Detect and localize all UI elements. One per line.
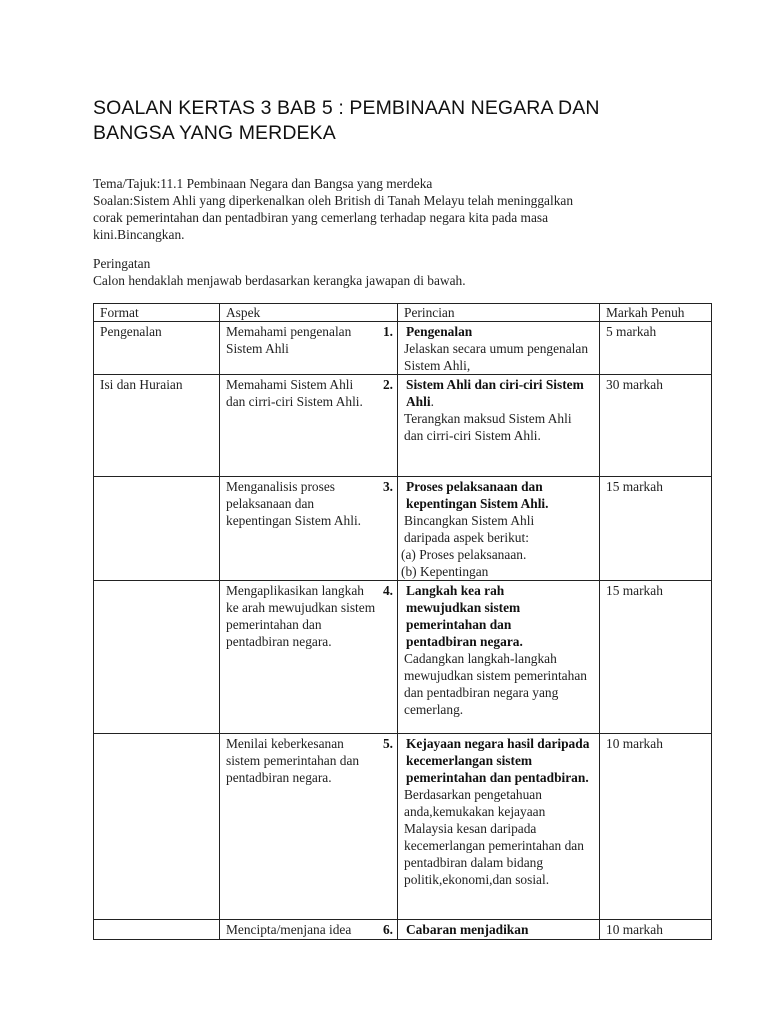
format-cell [94, 734, 220, 920]
detail-heading: Kejayaan negara hasil daripada kecemerlangan sistem pemerintahan dan pentadbiran. [406, 736, 590, 785]
header-aspek: Aspek [220, 304, 398, 322]
perincian-cell [398, 734, 600, 920]
document-title [93, 96, 673, 146]
question-line: Soalan:Sistem Ahli yang diperkenalkan oleh British di Tanah Melayu telah meninggalkan [93, 193, 574, 208]
warning-block [93, 255, 673, 289]
aspek-cell [220, 375, 398, 477]
detail-heading: Sistem Ahli dan ciri-ciri Sistem Ahli [406, 377, 584, 409]
markah-cell: 30 markah [600, 375, 712, 477]
table-row [94, 477, 712, 581]
format-cell: Isi dan Huraian [94, 375, 220, 477]
item-number: 4. [382, 583, 393, 598]
question-intro [93, 175, 673, 243]
format-cell [94, 920, 220, 940]
aspek-text: Menilai keberkesanan sistem pemerintahan dan pentadbiran negara. [226, 736, 360, 785]
detail-heading: Pengenalan [406, 324, 473, 339]
title-line: BANGSA YANG MERDEKA [93, 122, 336, 144]
item-number: 5. [382, 736, 393, 751]
aspek-text: Menganalisis proses pelaksanaan dan kepentingan Sistem Ahli. [226, 479, 362, 528]
theme-line: Tema/Tajuk:11.1 Pembinaan Negara dan Bangsa yang merdeka [93, 176, 433, 191]
detail-text: Berdasarkan pengetahuan anda,kemukakan kejayaan Malaysia kesan daripada kecemerlangan pemerintahan dan pentadbiran dalam bidang politik,ekonomi,dan sosial. [404, 787, 584, 887]
aspek-cell [220, 581, 398, 734]
format-cell [94, 581, 220, 734]
aspek-cell [220, 477, 398, 581]
table-row [94, 322, 712, 375]
warning-text: Calon hendaklah menjawab berdasarkan kerangka jawapan di bawah. [93, 273, 466, 288]
format-cell [94, 477, 220, 581]
detail-text: Cadangkan langkah-langkah mewujudkan sistem pemerintahan dan pentadbiran negara yang cemerlang. [404, 651, 587, 717]
aspek-cell [220, 322, 398, 375]
markah-cell: 5 markah [600, 322, 712, 375]
header-markah: Markah Penuh [600, 304, 712, 322]
aspek-cell [220, 920, 398, 940]
markah-cell: 15 markah [600, 581, 712, 734]
header-format: Format [94, 304, 220, 322]
perincian-cell [398, 920, 600, 940]
header-perincian: Perincian [398, 304, 600, 322]
perincian-cell [398, 375, 600, 477]
perincian-cell [398, 477, 600, 581]
sub-item: (a) Proses pelaksanaan. [401, 547, 527, 562]
question-line: corak pemerintahan dan pentadbiran yang cemerlang terhadap negara kita pada masa [93, 210, 549, 225]
format-cell: Pengenalan [94, 322, 220, 375]
detail-heading: Langkah kea rah mewujudkan sistem pemerintahan dan pentadbiran negara. [406, 583, 523, 649]
aspek-cell [220, 734, 398, 920]
answer-framework-table [93, 303, 712, 940]
table-row [94, 581, 712, 734]
aspek-text: Memahami Sistem Ahli dan cirri-ciri Sistem Ahli. [226, 377, 363, 409]
perincian-cell [398, 581, 600, 734]
table-header-row [94, 304, 712, 322]
aspek-text: Memahami pengenalan Sistem Ahli [226, 324, 352, 356]
question-line: kini.Bincangkan. [93, 227, 185, 242]
warning-heading: Peringatan [93, 256, 151, 271]
sub-item: (b) Kepentingan [401, 564, 489, 579]
markah-cell: 10 markah [600, 920, 712, 940]
item-number: 1. [382, 324, 393, 339]
detail-heading: Proses pelaksanaan dan kepentingan Sistem Ahli. [406, 479, 549, 511]
table-row [94, 920, 712, 940]
detail-text: Bincangkan Sistem Ahli daripada aspek berikut: [404, 513, 535, 545]
table-row [94, 734, 712, 920]
detail-heading: Cabaran menjadikan [406, 922, 529, 937]
table-row [94, 375, 712, 477]
detail-heading-wrap [406, 376, 593, 410]
detail-text: Terangkan maksud Sistem Ahli dan cirri-ciri Sistem Ahli. [404, 411, 572, 443]
title-line: SOALAN KERTAS 3 BAB 5 : PEMBINAAN NEGARA DAN [93, 97, 600, 119]
aspek-text: Mengaplikasikan langkah ke arah mewujudkan sistem pemerintahan dan pentadbiran negara. [226, 583, 376, 649]
aspek-text: Mencipta/menjana idea [226, 922, 352, 937]
item-number: 3. [382, 479, 393, 494]
perincian-cell [398, 322, 600, 375]
markah-cell: 10 markah [600, 734, 712, 920]
item-number: 6. [382, 922, 393, 937]
detail-heading-suffix: . [430, 394, 434, 409]
detail-text: Jelaskan secara umum pengenalan Sistem Ahli, [404, 341, 589, 373]
markah-cell: 15 markah [600, 477, 712, 581]
item-number: 2. [382, 377, 393, 392]
